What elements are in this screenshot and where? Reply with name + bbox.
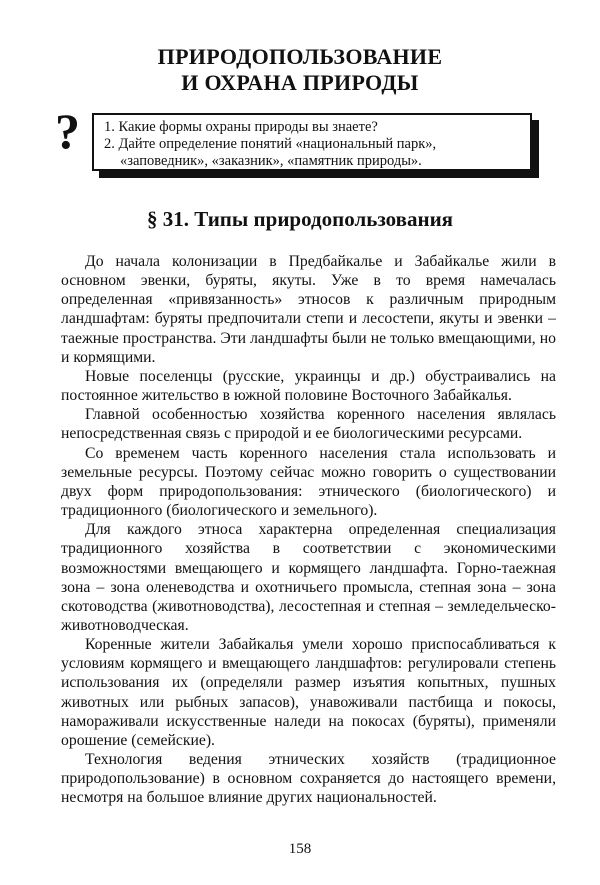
paragraph-7 [61, 750, 556, 807]
paragraph-5-text: Для каждого этноса характерна определенная специализация традиционного хозяйства в соответствии с экономическими возможностями вмещающего и кормящего ландшафта. Горно-таежная зона – зона оленеводства и охотничьего промысла, степная зона – зона скотоводства (животноводства), лесостепная и степная – земледельческо-животноводческая. [61, 521, 556, 634]
body-text [61, 252, 556, 808]
page-number: 158 [288, 841, 312, 857]
chapter-title-line-2: И ОХРАНА ПРИРОДЫ [181, 70, 419, 95]
paragraph-4-text: Со временем часть коренного населения стала использовать и земельные ресурсы. Поэтому сейчас можно говорить о существовании двух форм природопользования: этнического (биологического) и традиционного (биологического и земельного). [61, 444, 556, 520]
paragraph-4 [61, 444, 556, 521]
question-1: 1. Какие формы охраны природы вы знаете? [104, 119, 378, 135]
section-title: § 31. Типы природопользования [146, 207, 454, 231]
chapter-title-line-1: ПРИРОДОПОЛЬЗОВАНИЕ [157, 44, 443, 69]
review-questions-box [92, 113, 532, 171]
paragraph-3-text: Главной особенностью хозяйства коренного населения являлась непосредственная связь с природой и ее биологическими ресурсами. [61, 406, 556, 443]
paragraph-2 [61, 367, 556, 405]
paragraph-1 [61, 252, 556, 367]
paragraph-7-text: Технология ведения этнических хозяйств (традиционное природопользование) в основном сохраняется до настоящего времени, несмотря на большое влияние других национальностей. [61, 751, 556, 807]
paragraph-6-text: Коренные жители Забайкалья умели хорошо приспосабливаться к условиям кормящего и вмещающего ландшафтов: регулировали степень использования их (определяли размер изъятия копытных, пушных животных или рыбных запасов), унавоживали пастбища и покосы, намораживали искусственные наледи на покосах (буряты), применяли орошение (семейские). [61, 636, 556, 749]
paragraph-5 [61, 520, 556, 635]
question-mark-icon: ? [55, 103, 80, 159]
question-2: 2. Дайте определение понятий «национальный парк», «заповедник», «заказник», «памятник природы». [104, 136, 437, 169]
paragraph-6 [61, 635, 556, 750]
paragraph-3 [61, 405, 556, 443]
paragraph-1-text: До начала колонизации в Предбайкалье и Забайкалье жили в основном эвенки, буряты, якуты. Уже в то время намечалась определенная «привязанность» этносов к различным природным ландшафтам: буряты предпочитали степи и лесостепи, якуты и эвенки – таежные пространства. Эти ландшафты были не только вмещающими, но и кормящими. [61, 253, 556, 366]
chapter-title [0, 44, 600, 96]
paragraph-2-text: Новые поселенцы (русские, украинцы и др.) обустраивались на постоянное жительство в южной половине Восточного Забайкалья. [61, 367, 556, 405]
